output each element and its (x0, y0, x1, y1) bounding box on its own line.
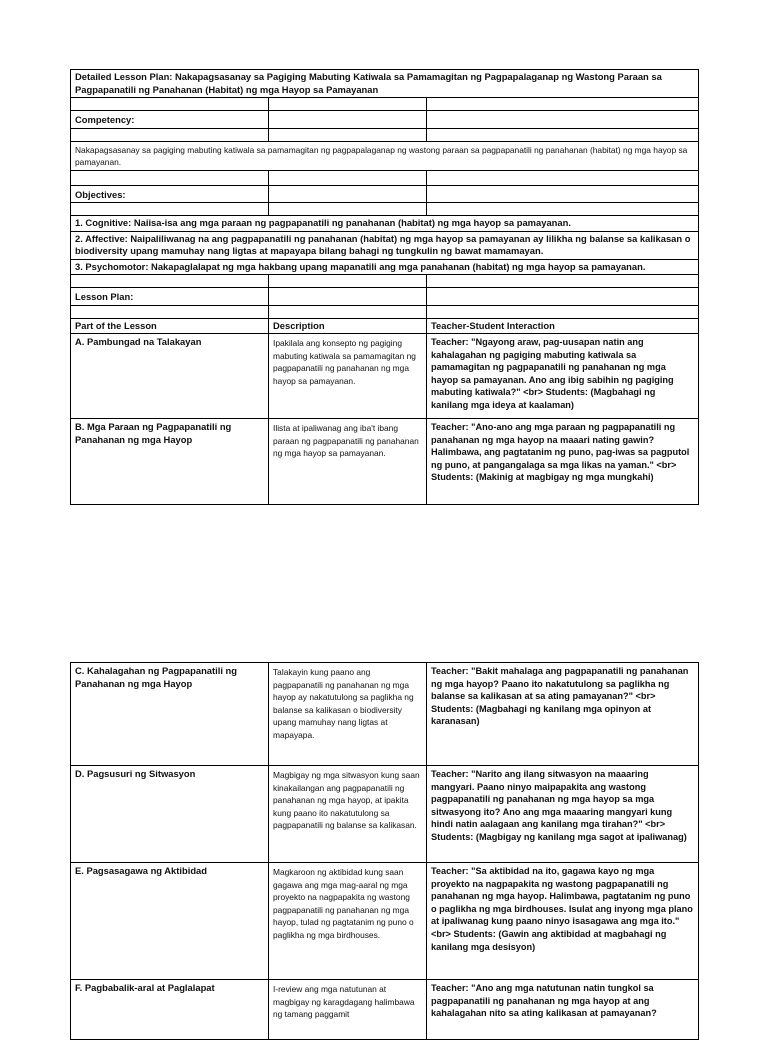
empty-cell (269, 185, 427, 203)
empty-cell (269, 128, 427, 141)
section-description: Ilista at ipaliwanag ang iba't ibang paraan ng pagpapanatili ng panahanan ng mga hayop sa pamayanan. (269, 419, 427, 505)
table-row (71, 419, 699, 505)
empty-cell (269, 98, 427, 111)
empty-cell (269, 111, 427, 129)
lesson-plan-page-1 (70, 69, 698, 505)
empty-cell (71, 128, 269, 141)
column-header-interaction: Teacher-Student Interaction (427, 318, 699, 334)
empty-cell (427, 128, 699, 141)
lesson-plan-page-2 (70, 662, 698, 1040)
section-description: Magkaroon ng aktibidad kung saan gagawa ang mga mag-aaral ng mga proyekto na nagpapakita ng wastong pagpapanatili ng panahanan ng mga hayop, tulad ng pagtatanim ng puno o paglikha ng mga birdhouses. (269, 863, 427, 980)
objective-psychomotor: 3. Psychomotor: Nakapaglalapat ng mga hakbang upang mapanatili ang mga panahanan (habitat) ng mga hayop sa pamayanan. (71, 259, 699, 275)
section-description: I-review ang mga natutunan at magbigay ng karagdagang halimbawa ng tamang paggamit (269, 980, 427, 1040)
empty-cell (269, 275, 427, 288)
empty-cell (427, 111, 699, 129)
empty-cell (71, 98, 269, 111)
lesson-plan-table-continued (70, 662, 699, 1040)
section-part: F. Pagbabalik-aral at Paglalapat (71, 980, 269, 1040)
table-row (71, 663, 699, 766)
column-header-description: Description (269, 318, 427, 334)
section-description: Talakayin kung paano ang pagpapanatili ng panahanan ng mga hayop ay nakatutulong sa paglikha ng balanse sa kalikasan o biodiversity upang mamuhay nang ligtas at mapayapa. (269, 663, 427, 766)
section-interaction: Teacher: "Bakit mahalaga ang pagpapanatili ng panahanan ng mga hayop? Paano ito nakatutulong sa paglikha ng balanse sa kalikasan at sa ating pamayanan?" <br> Students: (Magbahagi ng kanilang mga opinyon at karanasan) (427, 663, 699, 766)
section-part: A. Pambungad na Talakayan (71, 334, 269, 419)
section-part: D. Pagsusuri ng Sitwasyon (71, 766, 269, 863)
section-description: Ipakilala ang konsepto ng pagiging mabuting katiwala sa pamamagitan ng pagpapanatili ng panahanan ng mga hayop sa pamayanan. (269, 334, 427, 419)
table-row (71, 980, 699, 1040)
section-part: E. Pagsasagawa ng Aktibidad (71, 863, 269, 980)
section-interaction: Teacher: "Sa aktibidad na ito, gagawa kayo ng mga proyekto na nagpapakita ng wastong pagpapanatili ng panahanan ng mga hayop. Halimbawa, pagtatanim ng puno o paglikha ng mga birdhouses. Isulat ang inyong mga plano at ipaliwanag kung paano ninyo isasagawa ang mga ito." <br> Students: (Gawin ang aktibidad at magbahagi ng kanilang mga desisyon) (427, 863, 699, 980)
section-interaction: Teacher: "Ano ang mga natutunan natin tungkol sa pagpapanatili ng panahanan ng mga hayop at ang kahalagahan nito sa ating kalikasan at pamayanan? (427, 980, 699, 1040)
empty-cell (269, 288, 427, 306)
competency-text: Nakapagsasanay sa pagiging mabuting katiwala sa pamamagitan ng pagpapalaganap ng wastong paraan sa pagpapanatili ng panahanan (habitat) ng mga hayop sa pamayanan. (71, 141, 699, 170)
empty-cell (71, 203, 269, 216)
empty-cell (427, 203, 699, 216)
lesson-plan-table (70, 69, 699, 505)
competency-label: Competency: (71, 111, 269, 129)
empty-cell (427, 288, 699, 306)
column-header-part: Part of the Lesson (71, 318, 269, 334)
empty-cell (427, 98, 699, 111)
lesson-plan-label: Lesson Plan: (71, 288, 269, 306)
empty-cell (71, 275, 269, 288)
section-part: B. Mga Paraan ng Pagpapanatili ng Panahanan ng mga Hayop (71, 419, 269, 505)
table-row (71, 766, 699, 863)
empty-cell (427, 185, 699, 203)
section-interaction: Teacher: "Narito ang ilang sitwasyon na maaaring mangyari. Paano ninyo maipapakita ang wastong pagpapanatili ng panahanan ng mga hayop sa mga sitwasyong ito? Ano ang mga maaaring mangyari kung hindi natin aalagaan ang kanilang mga tirahan?" <br> Students: (Magbigay ng kanilang mga sagot at ipaliwanag) (427, 766, 699, 863)
section-description: Magbigay ng mga sitwasyon kung saan kinakailangan ang pagpapanatili ng panahanan ng mga hayop, at ipakita kung paano ito nakatutulong sa pagpapanatili ng balanse sa kalikasan. (269, 766, 427, 863)
empty-cell (427, 305, 699, 318)
empty-cell (427, 170, 699, 185)
empty-cell (269, 203, 427, 216)
objectives-label: Objectives: (71, 185, 269, 203)
empty-cell (71, 305, 269, 318)
empty-cell (269, 170, 427, 185)
empty-cell (427, 275, 699, 288)
lesson-title: Detailed Lesson Plan: Nakapagsasanay sa Pagiging Mabuting Katiwala sa Pamamagitan ng Pagpapalaganap ng Wastong Paraan sa Pagpapanatili ng Panahanan (Habitat) ng mga Hayop sa Pamayanan (71, 70, 699, 98)
empty-cell (71, 170, 269, 185)
objective-affective: 2. Affective: Naipaliliwanag na ang pagpapanatili ng panahanan (habitat) ng mga hayop sa pamayanan ay lilikha ng balanse sa kalikasan o biodiversity upang mamuhay nang ligtas at mapayapa bilang bahagi ng tungkulin ng bawat mamamayan. (71, 231, 699, 259)
objective-cognitive: 1. Cognitive: Naiisa-isa ang mga paraan ng pagpapanatili ng panahanan (habitat) ng mga hayop sa pamayanan. (71, 216, 699, 232)
section-part: C. Kahalagahan ng Pagpapanatili ng Panahanan ng mga Hayop (71, 663, 269, 766)
table-row (71, 334, 699, 419)
empty-cell (269, 305, 427, 318)
table-row (71, 863, 699, 980)
section-interaction: Teacher: "Ngayong araw, pag-uusapan natin ang kahalagahan ng pagiging mabuting katiwala sa pamamagitan ng pagpapanatili ng panahanan ng mga hayop sa pamayanan. Ano ang ibig sabihin ng pagiging mabuting katiwala?" <br> Students: (Magbahagi ng kanilang mga ideya at kaalaman) (427, 334, 699, 419)
section-interaction: Teacher: "Ano-ano ang mga paraan ng pagpapanatili ng panahanan ng mga hayop na maaari nating gawin? Halimbawa, ang pagtatanim ng puno, pag-iwas sa pagputol ng puno, at pangangalaga sa mga likas na yaman." <br> Students: (Makinig at magbigay ng mga mungkahi) (427, 419, 699, 505)
